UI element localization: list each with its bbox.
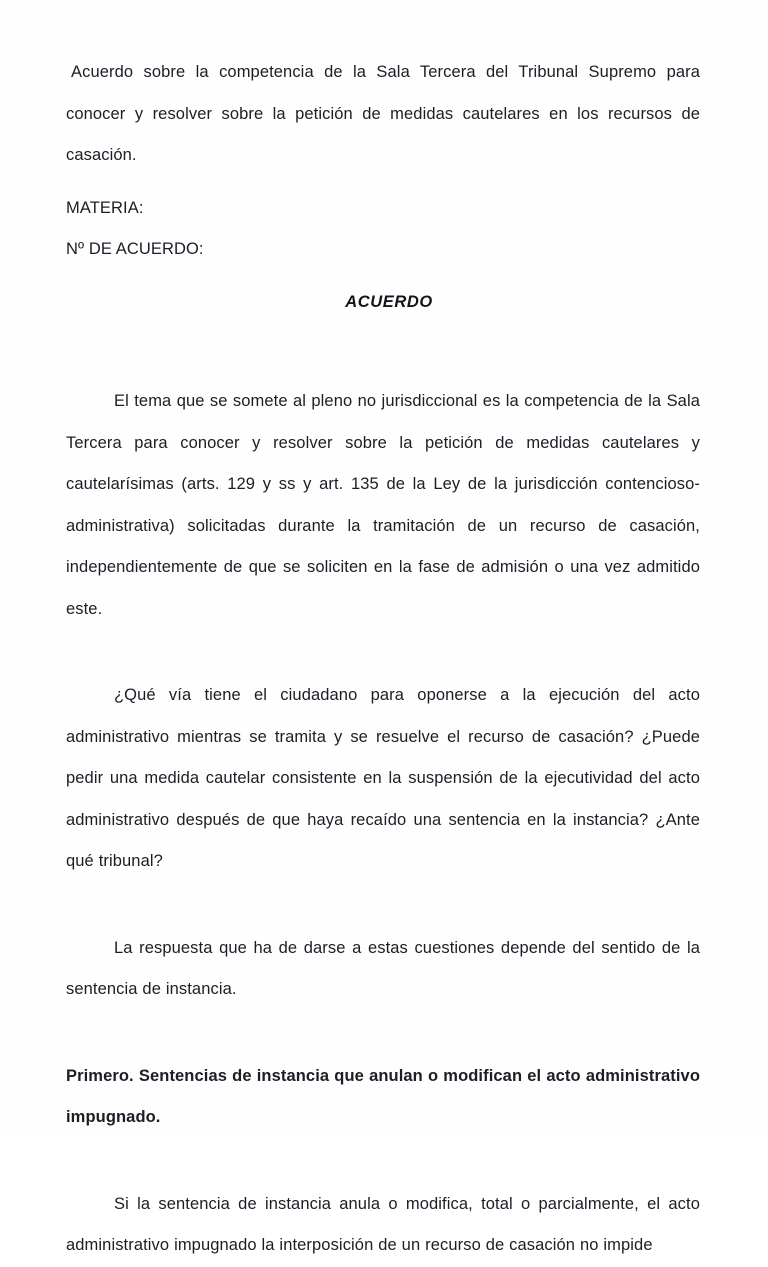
document-body	[66, 52, 700, 1267]
paragraph-primero-desarrollo: Si la sentencia de instancia anula o modifica, total o parcialmente, el acto administrativo impugnado la interposición de un recurso de casación no impide	[66, 1194, 700, 1254]
spacer	[66, 630, 700, 675]
paragraph-tema: El tema que se somete al pleno no jurisdiccional es la competencia de la Sala Tercera para conocer y resolver sobre la petición de medidas cautelares y cautelarísimas (arts. 129 y ss y art. 135 de la Ley de la jurisdicción contencioso-administrativa) solicitadas durante la tramitación de un recurso de casación, independientemente de que se soliciten en la fase de admisión o una vez admitido este.	[66, 392, 700, 618]
paragraph-preguntas: ¿Qué vía tiene el ciudadano para oponerse a la ejecución del acto administrativo mientras se tramita y se resuelve el recurso de casación? ¿Puede pedir una medida cautelar consistente en la suspensión de la ejecutividad del acto administrativo después de que haya recaído una sentencia en la instancia? ¿Ante qué tribunal?	[66, 686, 700, 870]
field-numero-acuerdo: Nº DE ACUERDO:	[66, 240, 204, 258]
acuerdo-heading: ACUERDO	[345, 292, 433, 311]
spacer	[66, 177, 700, 188]
spacer	[66, 323, 700, 381]
field-materia: MATERIA:	[66, 198, 144, 217]
document-title-paragraph: Acuerdo sobre la competencia de la Sala Tercera del Tribunal Supremo para conocer y resolver sobre la petición de medidas cautelares en los recursos de casación.	[66, 63, 700, 164]
spacer	[66, 271, 700, 282]
spacer	[66, 1139, 700, 1184]
paragraph-respuesta: La respuesta que ha de darse a estas cuestiones depende del sentido de la sentencia de instancia.	[66, 938, 700, 998]
spacer	[66, 1011, 700, 1056]
heading-primero: Primero. Sentencias de instancia que anulan o modifican el acto administrativo impugnado.	[66, 1066, 700, 1126]
spacer	[66, 883, 700, 928]
